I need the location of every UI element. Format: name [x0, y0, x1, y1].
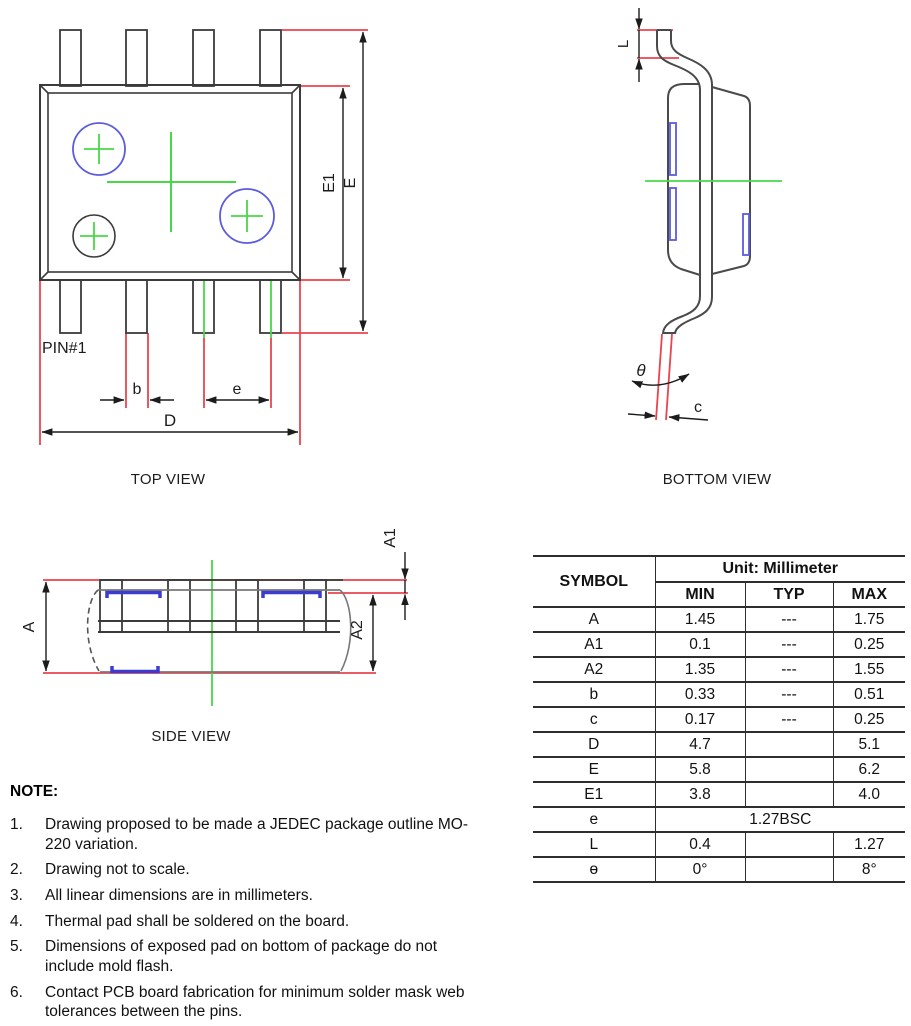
cell-typ — [745, 857, 833, 882]
side-view-pins — [100, 580, 326, 632]
top-view-title: TOP VIEW — [130, 471, 206, 488]
cell-symbol: A — [588, 610, 599, 628]
cell-symbol: b — [589, 685, 599, 703]
cell-max: 1.55 — [833, 657, 905, 682]
cell-symbol: A1 — [584, 635, 604, 653]
fiducial-circles — [73, 123, 274, 257]
cell-max: 1.75 — [833, 607, 905, 632]
cell-min: 3.8 — [655, 782, 745, 807]
cell-typ — [745, 732, 833, 757]
bottom-view-body — [668, 84, 750, 275]
cell-min: 0.1 — [655, 632, 745, 657]
center-crosshair — [107, 132, 236, 232]
cell-symbol: A2 — [584, 660, 604, 678]
table-row — [533, 832, 905, 857]
note-text: Dimensions of exposed pad on bottom of package do not include mold flash. — [45, 938, 438, 976]
cell-symbol: c — [589, 710, 598, 728]
dim-E1-label: E1 — [321, 173, 338, 193]
table-row — [533, 657, 905, 682]
pin1-label: PIN#1 — [42, 340, 87, 357]
cell-symbol: e — [589, 810, 599, 828]
note-text: All linear dimensions are in millimeters. — [45, 887, 313, 905]
cell-typ: --- — [745, 632, 833, 657]
cell-typ: --- — [745, 657, 833, 682]
note-number: 4. — [10, 912, 23, 930]
cell-symbol: L — [589, 835, 599, 853]
cell-symbol: ɵ — [589, 860, 599, 878]
table-header-min: MIN — [655, 582, 745, 607]
note-item — [10, 983, 510, 1022]
cell-symbol: E — [588, 760, 599, 778]
note-text: Thermal pad shall be soldered on the board. — [45, 912, 350, 930]
side-view-title: SIDE VIEW — [151, 728, 231, 745]
dim-E-label: E — [342, 177, 359, 189]
notes-section — [10, 783, 510, 1026]
table-row — [533, 732, 905, 757]
dimension-table-body — [533, 607, 905, 882]
cell-min: 4.7 — [655, 732, 745, 757]
note-number: 5. — [10, 938, 23, 956]
note-number: 3. — [10, 887, 23, 905]
bottom-view-labels — [615, 40, 702, 416]
cell-max: 0.25 — [833, 632, 905, 657]
cell-max: 8° — [833, 857, 905, 882]
table-header-symbol: SYMBOL — [559, 572, 628, 590]
top-view-dimension-lines — [42, 32, 363, 432]
table-row — [533, 607, 905, 632]
cell-max: 0.25 — [833, 707, 905, 732]
dim-A2-label: A2 — [349, 620, 366, 640]
table-row — [533, 757, 905, 782]
notes-list — [10, 815, 510, 1022]
cell-span-value: 1.27BSC — [655, 807, 905, 832]
note-item — [10, 886, 510, 906]
cell-max: 0.51 — [833, 682, 905, 707]
cell-typ — [745, 782, 833, 807]
lead-profile — [657, 30, 712, 334]
side-view-drawing — [21, 528, 408, 706]
note-number: 2. — [10, 861, 23, 879]
note-text: Contact PCB board fabrication for minimum solder mask web tolerances between the pins. — [45, 983, 465, 1021]
table-header-max: MAX — [833, 582, 905, 607]
table-row — [533, 857, 905, 882]
cell-max: 5.1 — [833, 732, 905, 757]
table-row — [533, 707, 905, 732]
top-view-drawing — [40, 30, 368, 445]
bottom-view-drawing — [615, 8, 782, 420]
note-text: Drawing proposed to be made a JEDEC package outline MO-220 variation. — [45, 816, 469, 853]
cell-symbol: E1 — [584, 785, 604, 803]
cell-min: 0.4 — [655, 832, 745, 857]
dim-b-label: b — [132, 381, 142, 398]
note-item — [10, 937, 510, 976]
table-row — [533, 682, 905, 707]
dim-D-label: D — [163, 411, 177, 430]
table-header-typ: TYP — [745, 582, 833, 607]
cell-min: 0.33 — [655, 682, 745, 707]
cell-min: 1.35 — [655, 657, 745, 682]
cell-typ — [745, 757, 833, 782]
lead-lands — [670, 123, 749, 255]
dim-e-label: e — [232, 381, 242, 398]
cell-symbol: D — [588, 735, 600, 753]
cell-min: 1.45 — [655, 607, 745, 632]
cell-typ — [745, 832, 833, 857]
table-row — [533, 632, 905, 657]
cell-min: 0° — [655, 857, 745, 882]
table-row — [533, 782, 905, 807]
dim-A1-label: A1 — [382, 528, 399, 548]
cell-typ: --- — [745, 682, 833, 707]
side-view-labels — [21, 528, 399, 640]
note-number: 6. — [10, 983, 23, 1001]
dim-theta-label: θ — [636, 361, 646, 380]
dimension-table — [533, 555, 905, 883]
note-item — [10, 912, 510, 932]
cell-max: 6.2 — [833, 757, 905, 782]
dim-A-label: A — [21, 621, 38, 633]
table-row — [533, 807, 905, 832]
cell-typ: --- — [745, 707, 833, 732]
cell-typ: --- — [745, 607, 833, 632]
notes-heading: NOTE: — [10, 783, 59, 800]
note-number: 1. — [10, 816, 23, 833]
note-text: Drawing not to scale. — [45, 861, 190, 879]
note-item — [10, 860, 510, 880]
table-header-unit: Unit: Millimeter — [655, 556, 905, 582]
cell-min: 5.8 — [655, 757, 745, 782]
dim-c-label: c — [694, 399, 702, 416]
bottom-view-title: BOTTOM VIEW — [662, 471, 772, 488]
dim-L-label: L — [615, 39, 632, 49]
cell-max: 1.27 — [833, 832, 905, 857]
note-item — [10, 815, 510, 854]
cell-min: 0.17 — [655, 707, 745, 732]
cell-max: 4.0 — [833, 782, 905, 807]
